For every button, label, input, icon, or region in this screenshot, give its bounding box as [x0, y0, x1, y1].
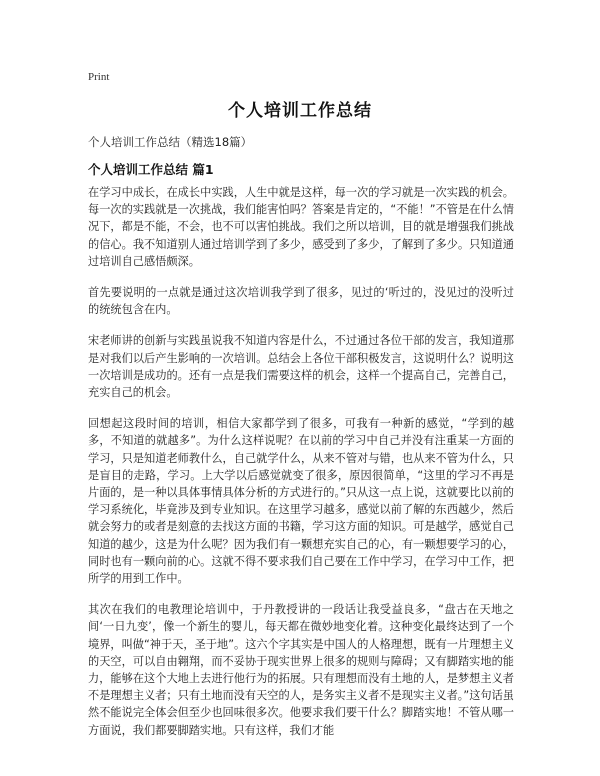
body-paragraph: 其次在我们的电教理论培训中，于丹教授讲的一段话让我受益良多，“盘古在天地之间‘一日九变’，像一个新生的婴儿，每天都在微妙地变化着。这种变化最终达到了一个境界，叫做“神于天，圣于地”。这六个字其实是中国人的人格理想，既有一片理想主义的天空，可以自由翱翔，而不妥协于现实世界上很多的规则与障碍；又有脚踏实地的能力，能够在这个大地上去进行他行为的拓展。只有理想而没有土地的人，是梦想主义者不是理想主义者；只有土地而没有天空的人，是务实主义者不是现实主义者。”这句话虽然不能说完全体会但至少也回味很多次。他要求我们要干什么？脚踏实地！不管从哪一方面说，我们都要脚踏实地。只有这样，我们才能 [88, 603, 514, 737]
document-subtitle: 个人培训工作总结（精选18篇） [88, 135, 253, 149]
body-paragraph: 首先要说明的一点就是通过这次培训我学到了很多，见过的‘听过的，没见过的没听过的统统包含在内。 [88, 286, 514, 317]
body-paragraph: 宋老师讲的创新与实践虽说我不知道内容是什么，不过通过各位干部的发言，我知道那是对我们以后产生影响的一次培训。总结会上各位干部积极发言，这说明什么？说明这一次培训是成功的。还有一点是我们需要这样的机会，这样一个提高自己，完善自己，充实自己的机会。 [88, 334, 514, 400]
document-title: 个人培训工作总结 [228, 101, 372, 121]
body-paragraph: 在学习中成长，在成长中实践，人生中就是这样，每一次的学习就是一次实践的机会。每一次的实践就是一次挑战，我们能害怕吗？答案是肯定的，“不能！”不管是在什么情况下，都是不能，不会，也不可以害怕挑战。我们之所以培训，目的就是增强我们挑战的信心。我不知道别人通过培训学到了多少，感受到了多少，了解到了多少。只知道通过培训自己感悟颇深。 [88, 186, 514, 268]
document-body [88, 184, 514, 753]
section-heading: 个人培训工作总结 篇1 [88, 162, 214, 177]
print-label: Print [88, 71, 110, 83]
body-paragraph: 回想起这段时间的培训，相信大家都学到了很多，可我有一种新的感觉，“学到的越多，不知道的就越多”。为什么这样说呢？在以前的学习中自己并没有注重某一方面的学习，只是知道老师教什么，自己就学什么，从来不管对与错，也从来不管为什么，只是盲目的走路，学习。上大学以后感觉就变了很多，原因很简单，“这里的学习不再是片面的，是一种以具体事情具体分析的方式进行的。”只从这一点上说，这就要比以前的学习系统化，毕竟涉及到专业知识。在这里学习越多，感觉以前了解的东西越少，然后就会努力的或者是刻意的去找这方面的书籍，学习这方面的知识。可是越学，感觉自己知道的越少，这是为什么呢？因为我们有一颗想充实自己的心，有一颗想要学习的心，同时也有一颗向前的心。这就不得不要求我们自己要在工作中学习，在学习中工作，把所学的用到工作中。 [88, 417, 514, 586]
